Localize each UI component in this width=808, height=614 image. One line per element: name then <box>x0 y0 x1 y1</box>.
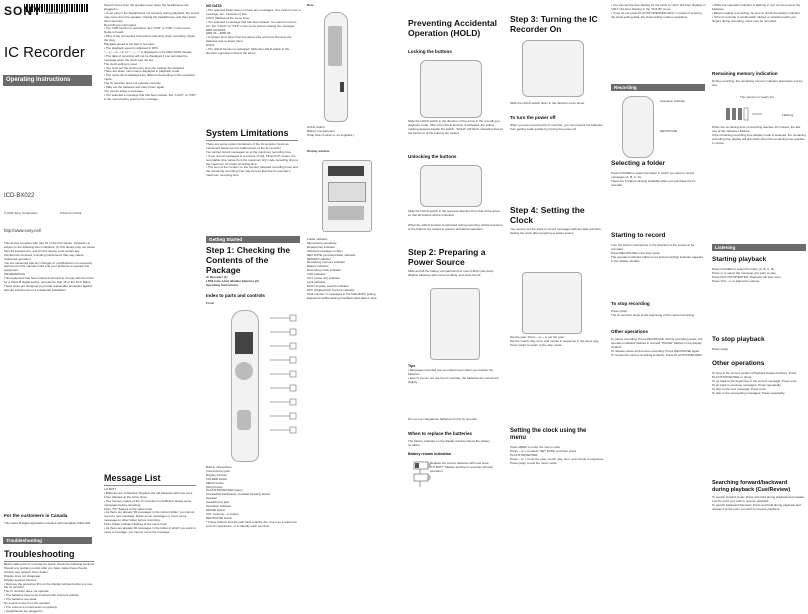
to-stop-playback-text: Press (stop). <box>712 347 730 351</box>
list-item: PLAY/STOP/ENTER button <box>206 488 243 493</box>
troubleshooting-bar: Troubleshooting <box>3 537 92 544</box>
recording-bar: Recording <box>611 84 705 91</box>
list-item: Speaker <box>206 496 218 501</box>
to-stop-recording-text: Press (stop). The IC recorder stops at the beginning of the current recording. <box>611 309 695 317</box>
canada-text: This Class B digital apparatus complies with Canadian ICES-003. <box>4 521 91 525</box>
divider <box>104 485 196 486</box>
list-item: Recording mode indicator <box>307 268 342 273</box>
list-item: Folder indicator <box>307 237 328 241</box>
when-replace-text: The battery indicator on the display window shows the battery condition. <box>408 439 490 447</box>
turn-off-text: When you are not using the IC recorder, you can prevent the batteries from getting weak quickly by turning the power off. <box>510 123 603 131</box>
tips-label: Tips <box>408 364 416 368</box>
recorder-front-illustration <box>225 310 265 460</box>
battery-remain-heading: Battery remain indication <box>408 452 452 456</box>
to-stop-playback-heading: To stop playback <box>712 336 765 343</box>
starting-playback-heading: Starting playback <box>712 256 767 263</box>
list-item: (stop) button <box>206 484 223 489</box>
step4-heading: Step 4: Setting the Clock <box>510 205 585 225</box>
list-item: VOR indicator <box>307 272 326 277</box>
messages-text: • The selected folder does not have any messages. You cannot move a message, etc., because of this. LOCK (flashes at the same time) • You selected a message that has been locked. You cannot move it, etc. Set "LOCK" to "OFF" in the menu before erasing the message. ERR ACCESS ERR 01 – ERR 06 • A system error other than the above has occurred. Remove the batteries and re-insert them. HOLD • The HOLD function is activated. Slide the HOLD switch in the direction opposite to that of the arrow. <box>206 8 301 55</box>
clock-notes: • You can set the time display for the clock to "12H" (12-hour display) or "24H" (24-hour display) in the "HOUR" menu. • If you do not press PLAY/STOP/ENTER within 1 minute of entering the clock setting data, the clock setting mode is canceled. <box>611 3 706 19</box>
locking-text: Slide the HOLD switch in the direction of the arrow in the recording or playback mode. When the HOLD function is activated, the yellow marking appears beside the switch. "HOLD" will flash, indicating that all the functions of the buttons are locked. <box>408 119 503 135</box>
step3-text: Slide the HOLD switch down in the direction of an arrow. <box>510 101 585 105</box>
list-item: Selected message number <box>307 248 343 253</box>
list-item: Press or to select the message you want to play. <box>712 270 777 275</box>
selecting-folder-text: Press FOLDER to select the folder in which you want to record messages (A, B, C, D). There are 5 folders already available when you purchase the IC recorder. <box>611 171 696 187</box>
starting-record-text: Turn the built-in microphone in the direction of the source to be recorded. Press REC/PAUSE in the stop mode. The operation indicator lights in red and (recording) indicator appears in the display window. <box>611 243 703 263</box>
search-text: To search forward (Cue): Press and hold during playback and release it at the point you wish to resume playback. To search backward (Review): Press and hold during playback and release it at the point you wish to resume playback. <box>712 495 805 511</box>
locking-label: Locking the buttons <box>408 49 452 54</box>
step1-heading: Step 1: Checking the Contents of the Package <box>206 245 291 275</box>
turn-off-heading: To turn the power off <box>510 115 556 120</box>
list-item: (headphone) jack <box>206 500 230 505</box>
list-item: REC/PAUSE button <box>206 515 233 520</box>
list-item: REC DATE (recorded date) indicator <box>307 252 356 257</box>
when-replace-heading: When to replace the batteries <box>408 431 473 436</box>
list-item: (microphone) jack <box>206 468 230 473</box>
other-operations-text: To stop at the current position (Playback Pause function): Press PLAY/STOP/ENTER or (stop). To go back to the beginning of the current message: Press once. To go back to previous messages: Press repeatedly. To skip to the next message: Press once. To skip to the succeeding messages: Press repeatedly. <box>712 371 798 395</box>
troubleshooting-text: Before taking the IC recorder for repair, check the following sections. Should any problem persist after you have made these checks, consult your nearest Sony dealer. Display does not disappear. Display appears blurred. • Remove the protective film on the display window before you use the IC recorder. The IC recorder does not operate. • The batteries have been inserted with incorrect polarity. • The batteries are weak. No sound comes from the speaker. • The volume is turned down completely. • Headphones are plugged in. <box>4 562 95 613</box>
rear-label: Rear <box>307 3 314 7</box>
list-item: Lock indicator <box>307 279 326 284</box>
list-item: Total number of messages in the folder/DPC setting <box>307 291 376 296</box>
starting-record-heading: Starting to record <box>611 232 666 239</box>
getting-started-bar: Getting Started <box>206 236 300 243</box>
tips-text: • Messages recorded are not erased even when you replace the batteries. • Even if you do not use the IC recorder, the batteries are consumed slightly. <box>408 368 499 384</box>
front-callouts <box>270 310 298 460</box>
list-item: Press FOLDER to select the folder (A, B, C, D). <box>712 267 776 271</box>
list-item: Set the year. Press – or + to set the year. <box>510 335 565 339</box>
list-item: Battery compartment <box>307 128 335 133</box>
model-number: ICD-BX022 <box>4 193 35 199</box>
instructions-bar: Operating Instructions <box>3 75 92 86</box>
preventing-heading: Preventing Accidental Operation (HOLD) <box>408 18 497 38</box>
list-item: Press MENU to enter the menu mode. <box>510 445 561 449</box>
message-list-text: LO BATT • Batteries are exhausted. Replace the old batteries with new ones. FULL (flashes at the same time) • The memory space of the IC recorder is insufficient. Erase some messages before recording. FULL "FF" flashes at the same time) • As there are already 99 messages in the current folder, you cannot record a new message. Erase some messages or move some messages to other folder before recording. FULL (folder indicator flashes at the same time) • As there are already 99 messages in the folder in which you want to move a message, you cannot move the message. <box>104 487 196 534</box>
list-item: Press – or + to set the year, month, day, hour, and minute in sequence. <box>510 456 605 461</box>
search-heading: Searching forward/backward during playback (Cue/Review) <box>712 480 791 493</box>
list-item: Remaining memory indicator <box>307 260 346 265</box>
website-url[interactable]: http://www.sony.net/ <box>4 228 42 233</box>
list-item: Press VOL –/+ to adjust the volume. <box>712 278 760 283</box>
system-limitations-text: There are some system limitations of the IC recorder. Items as mentioned below are not malfunctions of the IC recorder. You cannot record messages up to the maximum recording time. • If you record messages in a mixture of HQ, SP and LP modes, the recordable time varies from the maximum HQ mode recording time to the maximum LP mode recording time. • The sum of the number on the counter (elapsed recording time) and the remaining recording time may be less than the IC recorder's maximum recording time. <box>206 142 299 178</box>
list-item: Microphone sensitivity <box>307 240 337 245</box>
selecting-folder-heading: Selecting a folder <box>611 160 666 167</box>
barcode-number: 4-281-551-11 (1) <box>44 11 68 15</box>
step4-text: You need to set the clock to record messages with the date and time. Setting the clock after preparing a power source <box>510 227 602 235</box>
listening-bar: Listening <box>712 244 806 251</box>
divider <box>206 140 298 141</box>
front-items-list <box>206 466 301 529</box>
cover-column <box>0 0 98 613</box>
sony-logo: SONY <box>4 4 43 18</box>
list-item: Set the month, day, hour, and minute in sequence in the same way. <box>510 338 600 343</box>
rear-items-list <box>307 126 402 138</box>
list-item: Operation indicator <box>206 504 232 509</box>
list-item: Built-in microphone <box>206 465 232 469</box>
list-item: Press – or + to select "SET DATE" and then press PLAY/STOP/ENTER. <box>510 448 577 457</box>
step4-list <box>510 336 605 348</box>
step3-heading: Step 3: Turning the IC Recorder On <box>510 14 598 34</box>
index-heading: Index to parts and controls <box>206 293 265 298</box>
troubleshooting-continued: Sound comes from the speaker even when the headphones are plugged in. • If you plug in the headphones not securely during playback, the sound may come from the speaker. Unplug the headphones, and then insert them securely. Recording is interrupted. • The VOR function is activated. Set "VOR" to "OFF" in the menu. Noise is heard. • Plug of the connected microphone was dirty when recording. Clean the plug. Playback speed is too fast or too slow. • The playback speed is adjusted in DPC. "– –y– –m– –d" or "– –:– –" is displayed on the REC DATE display. • The date of recording will not be displayed if you recorded the message when the clock was not set. The clock setting is reset. • You must set the clock every time you replace the batteries. There are fewer menu items displayed in playback mode. • The menu items displayed are different depending on the operation mode. The IC recorder does not operate correctly. • Take out the batteries and insert them again. You cannot erase a message. • You selected a message that has been locked. Set "LOCK" to "OFF" in the menu before erasing the message. <box>104 3 199 101</box>
clock-illustration <box>522 272 582 334</box>
product-title: IC Recorder <box>4 44 85 61</box>
list-item: MENU button <box>206 480 225 485</box>
list-item: CUT (noise cut) indicator <box>307 276 341 281</box>
list-item: ERASE button <box>206 507 226 512</box>
no-data-heading: NO DATA <box>206 4 222 8</box>
operation-indicator-label: Operation indicator <box>660 99 686 103</box>
recorder-rear-illustration <box>320 12 360 122</box>
copyright: © 2011 Sony Corporation <box>4 211 38 215</box>
troubleshooting-heading: Troubleshooting <box>4 549 75 559</box>
front-label: Front <box>206 301 214 305</box>
power-on-illustration <box>522 40 584 97</box>
list-item: FOLDER button <box>206 476 228 481</box>
setting-menu-heading: Setting the clock using the menu <box>510 428 587 441</box>
unlocking-illustration <box>420 165 482 207</box>
canada-heading: For the customers in Canada <box>4 513 68 518</box>
step2-heading: Step 2: Preparing a Power Source <box>408 247 486 267</box>
memory-nearly-full-label: The memory is nearly full. <box>740 95 775 99</box>
system-limitations-heading: System Limitations <box>206 128 289 138</box>
list-item: Battery indicator <box>307 264 329 269</box>
remaining-memory-text-2: When the remaining time of recording reaches 10 minutes, the last one of the indicators flashes. If the remaining recording time display mode is selected, the remaining recording time display will also flash when the remaining time reaches 1 minute. <box>712 125 806 145</box>
starting-playback-list <box>712 268 806 284</box>
message-list-heading: Message List <box>104 473 161 483</box>
battery-remain-text: Replace the current batteries with new ones. "LO BATT" flashes and the IC recorder will stop operation. <box>430 461 493 473</box>
printed-in: Printed in China <box>60 211 82 215</box>
remaining-memory-text: During recording, the remaining memory indicator decreases one by one. <box>712 79 803 87</box>
manganese-note: Do not use manganese batteries for this IC recorder. <box>408 417 478 421</box>
recording-notes: • While the operation indicator is flashing in red, do not remove the batteries. • Before making a recording, be sure to check the battery indicator. • If the IC recorder is accidentally rubbed or scratched with your fingers during recording, noise may be recorded. <box>712 3 801 23</box>
display-window-illustration <box>322 160 376 232</box>
hold-note: When the HOLD function is activated during recording, all the functions of the buttons are locked to prevent accidental operation. <box>408 223 503 231</box>
step2-text: Slide and lift the battery compartment lid, insert LR03 (size AAA) alkaline batteries with correct polarity, and close the lid. <box>408 269 494 277</box>
rec-pause-label: REC/PAUSE <box>660 129 678 133</box>
list-item: REMAIN indicator <box>307 256 331 261</box>
list-item: Press (stop) to exit the menu mode. <box>510 460 558 465</box>
other-operations-heading: Other operations <box>712 360 765 367</box>
list-item: (review/fast backward), (cue/fast forward) button <box>206 492 271 497</box>
list-item: Display window <box>206 472 227 477</box>
list-item: EASY-S (easy search) indicator <box>307 283 349 288</box>
other-operations-text: To pause recording: Press REC/PAUSE. During recording pause, the operation indicator flashes in red and "PAUSE" flashes in the display window. To release pause and resume recording: Press REC/PAUSE again. To review the current recording instantly: Press PLAY/STOP/ENTER. <box>611 337 703 357</box>
other-operations-heading: Other operations <box>611 329 649 334</box>
list-item: HOLD switch <box>307 125 325 129</box>
list-item: DPC (Digital Pitch Control) indicator <box>307 287 355 292</box>
list-item: Elapsed time/Remaining time/Recorded date or time <box>307 295 377 300</box>
setting-menu-list <box>510 446 605 466</box>
list-item: Strap hole (A strap is not supplied.) <box>307 132 354 137</box>
unlocking-label: Unlocking the buttons <box>408 154 457 159</box>
to-stop-recording-heading: To stop recording <box>611 301 650 306</box>
front-note: * These buttons and the jack have a tactile dot. Use it as a reference point for operations, or to identify each terminal. <box>206 519 297 528</box>
legal-text: This device complies with part 15 of the FCC Rules. Operation is subject to the following two conditions: (1) this device may not cause harmful interference, and (2) this device must accept any interference received, including interference that may cause undesired operation. You are cautioned that any changes or modifications not expressly approved in this manual could void your authority to operate this equipment. INFORMATION This equipment has been tested and found to comply with the limits for a Class B digital device, pursuant to Part 15 of the FCC Rules. These limits are designed to provide reasonable protection against harmful interference in a residential installation. <box>4 241 95 292</box>
list-item: Press (stop) to return to the stop mode. <box>510 342 563 347</box>
locking-illustration <box>420 60 482 118</box>
list-item: VOL (volume) –/+ button <box>206 511 239 516</box>
remaining-memory-heading: Remaining memory indication <box>712 71 778 76</box>
recording-illustration <box>622 96 654 158</box>
list-item: Press PLAY/STOP/ENTER. Playback will start soon. <box>712 274 782 279</box>
battery-illustration <box>430 288 480 360</box>
list-item: Repeat play indicator <box>307 244 336 249</box>
step1-text: IC Recorder (1) LR03 (size AAA) alkaline batteries (2) Operating Instructions <box>206 275 259 287</box>
display-items-list <box>307 238 402 604</box>
display-window-label: Display window <box>307 149 330 153</box>
flashing-label: Flashing <box>782 113 794 117</box>
unlocking-text: Slide the HOLD switch in the opposite direction from that of the arrow so that all buttons will be unlocked. <box>408 209 500 217</box>
